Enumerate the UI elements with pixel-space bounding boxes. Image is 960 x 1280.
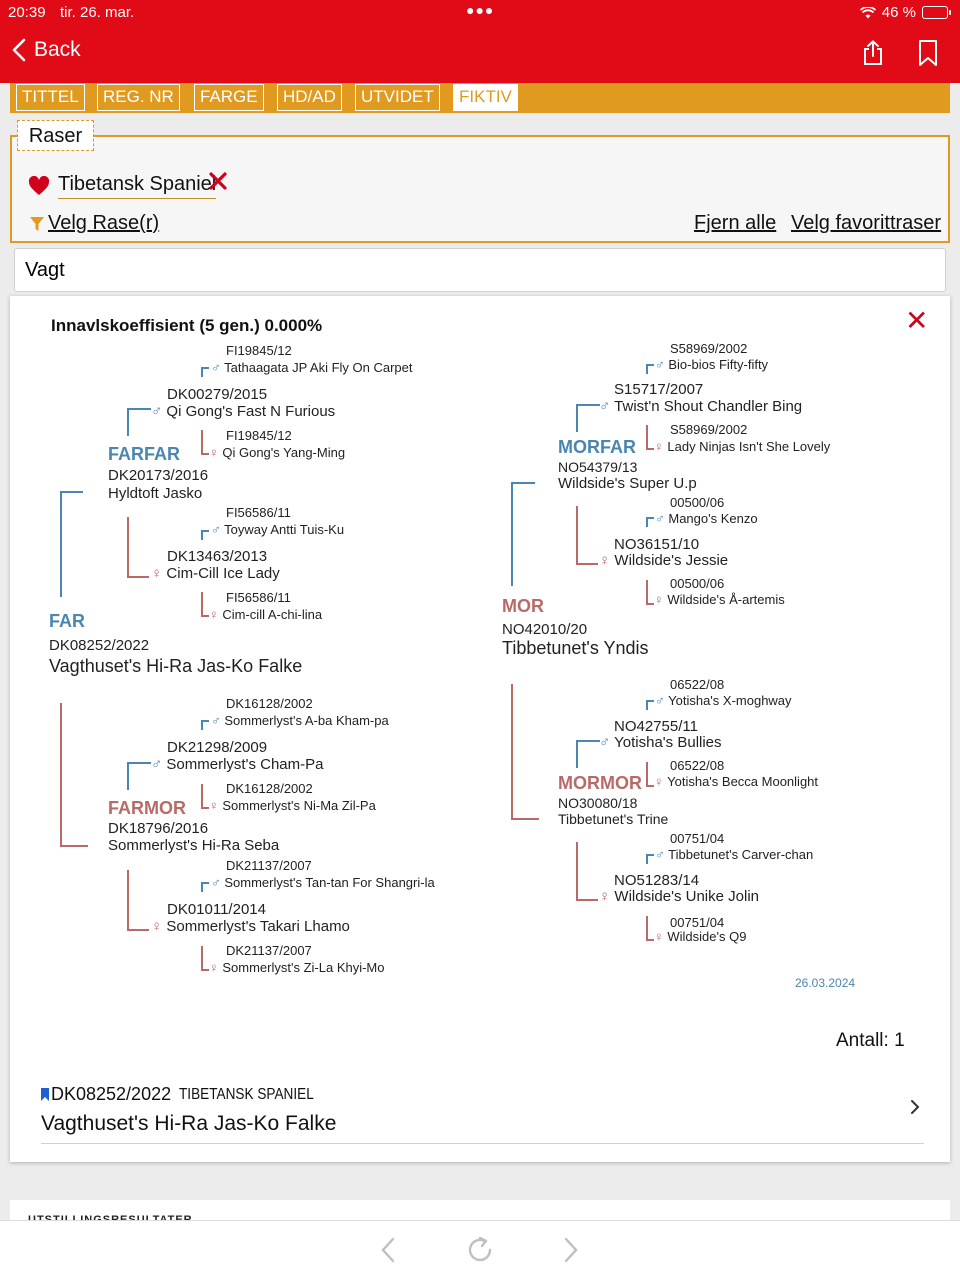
ancestor-reg[interactable]: DK21298/2009 [167, 739, 268, 756]
male-icon: ♂ [599, 398, 611, 415]
select-breed-label: Velg Rase(r) [48, 212, 160, 234]
female-icon: ♀ [599, 552, 611, 569]
select-favorites-link[interactable]: Velg favorittraser [791, 212, 942, 234]
remove-breed-icon[interactable] [208, 171, 228, 191]
tab-farge[interactable]: FARGE [194, 84, 264, 111]
ancestor-reg[interactable]: S15717/2007 [614, 381, 704, 398]
share-icon[interactable] [862, 40, 884, 66]
ancestor-name[interactable] [209, 960, 385, 975]
ancestor-name-text: Qi Gong's Fast N Furious [166, 403, 336, 420]
ancestor-reg[interactable]: NO51283/14 [614, 872, 700, 889]
line-far [60, 491, 62, 597]
morfar-label: MORFAR [558, 437, 636, 457]
selected-breed-chip [28, 173, 216, 199]
reload-icon[interactable] [465, 1235, 495, 1265]
bookmark-icon[interactable] [918, 39, 938, 67]
pedigree-card [10, 296, 950, 1162]
back-button[interactable] [12, 38, 81, 62]
female-icon: ♀ [599, 888, 611, 905]
ancestor-name[interactable] [599, 552, 728, 569]
ancestor-name[interactable] [211, 522, 344, 537]
result-reg: DK08252/2022 [51, 1084, 172, 1104]
female-icon: ♀ [654, 439, 664, 454]
ancestor-name[interactable] [655, 847, 813, 862]
ancestor-name-text: Sommerlyst's Cham-Pa [166, 756, 324, 773]
farmor-name[interactable]: Sommerlyst's Hi-Ra Seba [108, 837, 280, 854]
far-label: FAR [49, 611, 85, 631]
browser-bottom-bar [0, 1220, 960, 1280]
ancestor-name-text: Yotisha's Bullies [614, 734, 722, 751]
back-label: Back [34, 38, 81, 61]
tick [201, 882, 209, 884]
tick [201, 430, 203, 454]
status-indicators [860, 4, 948, 21]
ancestor-name[interactable] [599, 888, 759, 905]
female-icon: ♀ [151, 565, 163, 582]
female-icon: ♀ [151, 918, 163, 935]
male-icon: ♂ [211, 713, 221, 728]
ancestor-name-text: Wildside's Unike Jolin [614, 888, 760, 905]
tab-hd-ad[interactable]: HD/AD [277, 84, 342, 111]
tick [646, 580, 648, 604]
farfar-label: FARFAR [108, 444, 180, 464]
line-mf-m [576, 506, 578, 564]
line-mormor [511, 684, 513, 818]
tick [201, 946, 203, 970]
ancestor-name-text: Wildside's Jessie [614, 552, 729, 569]
ancestor-reg[interactable]: NO42755/11 [614, 718, 698, 735]
ancestor-name-text: Bio-bios Fifty-fifty [668, 357, 769, 372]
ancestor-reg[interactable]: FI56586/11 [226, 505, 291, 520]
line-ff-f-h [127, 408, 151, 410]
top-bar [0, 0, 960, 83]
mormor-label: MORMOR [558, 773, 642, 793]
tick [201, 367, 209, 369]
tick [646, 916, 648, 940]
female-icon: ♀ [209, 607, 219, 622]
ancestor-name-text: Wildside's Q9 [667, 929, 747, 944]
ancestor-name-text: Sommerlyst's Tan-tan For Shangri-la [224, 875, 435, 890]
ancestor-reg[interactable]: NO36151/10 [614, 536, 700, 553]
ancestor-reg[interactable]: DK01011/2014 [167, 901, 266, 918]
mor-name[interactable]: Tibbetunet's Yndis [502, 638, 649, 658]
ancestor-name[interactable] [151, 756, 323, 773]
tick [646, 364, 654, 366]
morfar-name[interactable]: Wildside's Super U.p [558, 475, 697, 492]
ancestor-name[interactable] [599, 398, 802, 415]
ancestor-name[interactable] [654, 439, 830, 454]
tick [201, 807, 209, 809]
chevron-left-icon[interactable] [380, 1237, 396, 1263]
line-mm-f-h [576, 740, 600, 742]
ancestor-reg[interactable]: 06522/08 [670, 758, 725, 773]
chevron-right-icon [910, 1098, 920, 1121]
line-mor [511, 482, 513, 586]
female-icon: ♀ [209, 445, 219, 460]
tab-tittel[interactable]: TITTEL [16, 84, 85, 111]
ancestor-name-text: Toyway Antti Tuis-Ku [224, 522, 345, 537]
ancestor-name-text: Sommerlyst's A-ba Kham-pa [224, 713, 389, 728]
ancestor-name-text: Sommerlyst's Zi-La Khyi-Mo [222, 960, 385, 975]
male-icon: ♂ [211, 360, 221, 375]
tab-reg-nr[interactable]: REG. NR [97, 84, 180, 111]
tab-fiktiv[interactable]: FIKTIV [453, 84, 518, 111]
female-icon: ♀ [654, 592, 664, 607]
ancestor-name[interactable] [655, 357, 768, 372]
tick [646, 785, 654, 787]
ancestor-reg[interactable]: DK13463/2013 [167, 548, 268, 565]
male-icon: ♂ [211, 875, 221, 890]
mormor-name[interactable]: Tibbetunet's Trine [558, 811, 669, 827]
ancestor-name[interactable] [211, 360, 413, 375]
mormor-reg[interactable]: NO30080/18 [558, 795, 638, 811]
morfar-reg[interactable]: NO54379/13 [558, 459, 638, 475]
ancestor-reg[interactable]: S58969/2002 [670, 422, 748, 437]
tab-utvidet[interactable]: UTVIDET [355, 84, 440, 111]
wifi-icon [860, 7, 876, 19]
breed-filter-legend: Raser [17, 120, 94, 151]
ancestor-name[interactable] [211, 713, 389, 728]
multitask-dots-icon[interactable]: ●●● [466, 2, 495, 18]
line-mf-f [576, 404, 578, 432]
mor-label: MOR [502, 596, 544, 616]
ancestor-name-text: Cim-Cill Ice Lady [166, 565, 280, 582]
line-mf-f-h [576, 404, 600, 406]
tick [646, 517, 654, 519]
status-time: 20:39 [8, 4, 46, 21]
ancestor-name[interactable] [209, 445, 345, 460]
line-farmor-h [60, 845, 88, 847]
ancestor-name[interactable] [654, 774, 818, 789]
male-icon: ♂ [151, 403, 163, 420]
heart-icon[interactable] [28, 176, 50, 196]
selected-breed-name: Tibetansk Spaniel [58, 173, 216, 199]
ancestor-reg[interactable]: DK16128/2002 [226, 696, 313, 711]
status-date: tir. 26. mar. [60, 4, 135, 21]
ancestor-reg[interactable]: DK16128/2002 [226, 781, 313, 796]
ancestor-name-text: Wildside's Å-artemis [667, 592, 785, 607]
ancestor-name[interactable] [655, 511, 758, 526]
ancestor-name-text: Cim-cill A-chi-lina [222, 607, 323, 622]
battery-icon [922, 6, 948, 19]
inbreeding-coefficient: Innavlskoeffisient (5 gen.) 0.000% [51, 316, 323, 335]
female-icon: ♀ [209, 798, 219, 813]
female-icon: ♀ [209, 960, 219, 975]
line-mm-m [576, 842, 578, 900]
line-mm-f [576, 740, 578, 768]
female-icon: ♀ [654, 929, 664, 944]
ancestor-reg[interactable]: S58969/2002 [670, 341, 748, 356]
tick [646, 762, 648, 786]
ancestor-name-text: Sommerlyst's Takari Lhamo [166, 918, 350, 935]
female-icon: ♀ [654, 774, 664, 789]
filter-tabs [10, 83, 950, 113]
line-ff-f [127, 408, 129, 436]
far-reg[interactable]: DK08252/2022 [49, 637, 150, 654]
line-mm-m-h [576, 899, 598, 901]
tick [201, 784, 203, 808]
farmor-reg[interactable]: DK18796/2016 [108, 820, 209, 837]
farfar-name[interactable]: Hyldtoft Jasko [108, 485, 203, 502]
ancestor-name-text: Lady Ninjas Isn't She Lovely [667, 439, 831, 454]
line-fm-f [127, 762, 129, 790]
tick [646, 854, 654, 856]
tick [201, 592, 203, 616]
bookmark-flag-icon [41, 1088, 49, 1102]
line-ff-m-h [127, 576, 149, 578]
line-mf-m-h [576, 563, 598, 565]
male-icon: ♂ [655, 693, 665, 708]
ancestor-reg[interactable]: 00500/06 [670, 495, 725, 510]
line-fm-m [127, 870, 129, 930]
ancestor-reg[interactable]: DK00279/2015 [167, 386, 268, 403]
ancestor-name[interactable] [209, 607, 322, 622]
line-mor-h [511, 482, 535, 484]
far-name[interactable]: Vagthuset's Hi-Ra Jas-Ko Falke [49, 656, 303, 676]
ancestor-name-text: Yotisha's Becca Moonlight [667, 774, 819, 789]
ancestor-reg[interactable]: 06522/08 [670, 677, 725, 692]
ancestor-reg[interactable]: 00751/04 [670, 915, 725, 930]
result-header [41, 1084, 338, 1105]
ancestor-name[interactable] [211, 875, 435, 890]
tick [646, 939, 654, 941]
chevron-left-icon [12, 38, 26, 62]
result-item[interactable] [41, 1080, 924, 1144]
male-icon: ♂ [655, 511, 665, 526]
tick [646, 425, 648, 449]
select-breed-link[interactable] [29, 212, 159, 235]
ancestor-reg[interactable]: 00751/04 [670, 831, 725, 846]
tick [201, 530, 209, 532]
ancestor-name-text: Twist'n Shout Chandler Bing [614, 398, 803, 415]
ancestor-reg[interactable]: FI56586/11 [226, 590, 291, 605]
tick [646, 448, 654, 450]
tick [201, 453, 209, 455]
close-icon[interactable]: ✕ [905, 305, 929, 336]
ancestor-name-text: Mango's Kenzo [668, 511, 758, 526]
ancestor-name-text: Qi Gong's Yang-Ming [222, 445, 346, 460]
ancestor-name[interactable] [151, 918, 350, 935]
chevron-right-icon[interactable] [563, 1237, 579, 1263]
male-icon: ♂ [655, 847, 665, 862]
result-count: Antall: 1 [836, 1030, 905, 1051]
ancestor-name[interactable] [151, 565, 280, 582]
tick [201, 969, 209, 971]
ancestor-name[interactable] [151, 403, 335, 420]
ancestor-reg[interactable]: FI19845/12 [226, 428, 292, 443]
ancestor-reg[interactable]: FI19845/12 [226, 343, 292, 358]
pedigree-date: 26.03.2024 [795, 976, 856, 990]
male-icon: ♂ [151, 756, 163, 773]
filter-icon [29, 216, 45, 232]
ancestor-name-text: Tathaagata JP Aki Fly On Carpet [224, 360, 413, 375]
line-fm-f-h [127, 762, 151, 764]
ancestor-reg[interactable]: DK21137/2007 [226, 943, 312, 958]
mor-reg[interactable]: NO42010/20 [502, 621, 588, 638]
tick [201, 615, 209, 617]
ancestor-name[interactable] [654, 929, 746, 944]
line-fm-m-h [127, 929, 149, 931]
ancestor-name[interactable] [655, 693, 792, 708]
tick [646, 603, 654, 605]
remove-all-link[interactable]: Fjern alle [694, 212, 777, 234]
battery-percent: 46 % [881, 4, 916, 21]
line-mormor-h [511, 818, 539, 820]
ancestor-reg[interactable]: 00500/06 [670, 576, 725, 591]
male-icon: ♂ [599, 734, 611, 751]
farmor-label: FARMOR [108, 798, 186, 818]
line-farmor [60, 703, 62, 845]
result-breed: TIBETANSK SPANIEL [179, 1085, 314, 1103]
line-ff-m [127, 517, 129, 577]
tick [646, 700, 654, 702]
ancestor-reg[interactable]: DK21137/2007 [226, 858, 312, 873]
ancestor-name-text: Tibbetunet's Carver-chan [668, 847, 814, 862]
ancestor-name-text: Sommerlyst's Ni-Ma Zil-Pa [222, 798, 376, 813]
ancestor-name-text: Yotisha's X-moghway [668, 693, 792, 708]
result-name: Vagthuset's Hi-Ra Jas-Ko Falke [41, 1112, 337, 1135]
tick [201, 720, 209, 722]
search-input[interactable] [14, 248, 946, 292]
ancestor-name[interactable] [654, 592, 785, 607]
farfar-reg[interactable]: DK20173/2016 [108, 467, 209, 484]
line-far-h [60, 491, 83, 493]
ancestor-name[interactable] [209, 798, 376, 813]
male-icon: ♂ [211, 522, 221, 537]
ancestor-name[interactable] [599, 734, 722, 751]
male-icon: ♂ [655, 357, 665, 372]
